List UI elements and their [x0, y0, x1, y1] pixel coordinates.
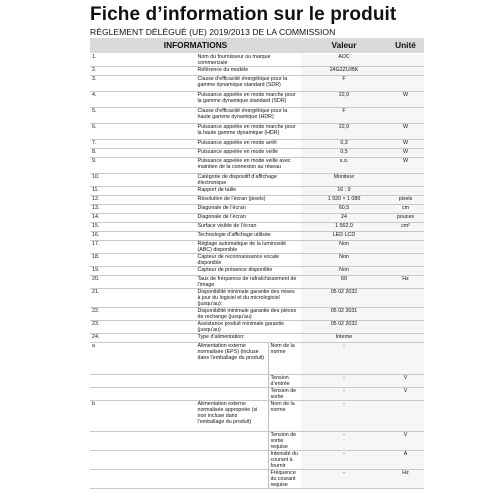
- table-row: [90, 276, 424, 289]
- table-row: [90, 67, 424, 76]
- table-row: [90, 289, 424, 308]
- power-supply-line-value: -: [301, 375, 387, 388]
- row-label: Puissance appelée en mode arrêt: [196, 140, 302, 149]
- row-unit: [387, 67, 424, 76]
- power-supply-cell: [196, 432, 302, 451]
- row-label: Diagonale de l’écran: [196, 214, 302, 223]
- table-header-row: [90, 38, 424, 54]
- row-label: Classe d’efficacité énergétique pour la haute gamme dynamique (HDR): [196, 108, 302, 124]
- table-row: [90, 108, 424, 124]
- power-supply-line-label: Fréquence du courant requise: [270, 470, 296, 488]
- regulation-subtitle: RÈGLEMENT DÉLÉGUÉ (UE) 2019/2013 DE LA COMMISSION: [90, 27, 336, 37]
- row-label: Puissance appelée en mode veille: [196, 149, 302, 158]
- power-supply-row: [90, 388, 424, 401]
- table-body: [90, 54, 424, 489]
- table-row: [90, 205, 424, 214]
- power-supply-line-value: -: [301, 388, 387, 401]
- row-number: 17.: [90, 241, 196, 254]
- power-supply-letter-empty: [90, 470, 196, 489]
- power-supply-line-label: Tension d’entrée: [270, 375, 290, 387]
- row-unit: pixels: [387, 196, 424, 205]
- power-supply-line-label: Nom de la norme: [270, 343, 295, 355]
- power-supply-line-label: Intensité du courant à fournir: [270, 451, 298, 469]
- row-label: Catégorie de dispositif d’affichage électronique: [196, 174, 302, 187]
- power-supply-line-unit: [387, 343, 424, 375]
- row-unit: [387, 308, 424, 321]
- power-supply-row: [90, 470, 424, 489]
- row-unit: [387, 174, 424, 187]
- power-supply-row: [90, 343, 424, 375]
- power-supply-description: [198, 375, 269, 387]
- table-row: [90, 140, 424, 149]
- row-unit: [387, 232, 424, 241]
- row-value: 60,5: [301, 205, 387, 214]
- row-number: 11.: [90, 187, 196, 196]
- table-row: [90, 214, 424, 223]
- power-supply-description: [198, 388, 269, 400]
- table-row: [90, 54, 424, 67]
- row-label: Assistance produit minimale garantie (jusqu’au): [196, 321, 302, 334]
- row-value: F: [301, 108, 387, 124]
- power-supply-cell: [196, 451, 302, 470]
- row-label: Puissance appelée en mode marche pour la gamme dynamique standard (SDR): [196, 92, 302, 108]
- row-value: 24: [301, 214, 387, 223]
- row-label: Résolution de l’écran (pixels): [196, 196, 302, 205]
- row-number: 1.: [90, 54, 196, 67]
- row-unit: [387, 108, 424, 124]
- row-value: LED LCD: [301, 232, 387, 241]
- row-unit: W: [387, 124, 424, 140]
- row-value: 60: [301, 276, 387, 289]
- table-row: [90, 241, 424, 254]
- table-row: [90, 254, 424, 267]
- row-value: 0,5: [301, 149, 387, 158]
- power-supply-cell: [196, 470, 302, 489]
- power-supply-line-value: -: [301, 401, 387, 432]
- row-value: Non: [301, 267, 387, 276]
- row-label: Disponibilité minimale garantie des mises à jour du logiciel et du micrologiciel (jusqu’au):: [196, 289, 302, 308]
- power-supply-letter-empty: [90, 432, 196, 451]
- table-row: [90, 308, 424, 321]
- table-row: [90, 232, 424, 241]
- power-supply-row: [90, 401, 424, 432]
- power-supply-row: [90, 375, 424, 388]
- power-supply-line-unit: V: [387, 375, 424, 388]
- row-number: 24.: [90, 334, 196, 343]
- row-unit: W: [387, 140, 424, 149]
- power-supply-row: [90, 432, 424, 451]
- power-supply-description: [198, 432, 269, 450]
- row-value: Interne: [301, 334, 387, 343]
- power-supply-line-unit: [387, 401, 424, 432]
- power-supply-description: Alimentation externe normalisée (EPS) (incluse dans l’emballage du produit): [198, 343, 269, 374]
- row-number: 14.: [90, 214, 196, 223]
- row-unit: [387, 289, 424, 308]
- row-label: Classe d’efficacité énergétique pour la gamme dynamique standard (SDR): [196, 76, 302, 92]
- row-label: Capteur de présence disponible: [196, 267, 302, 276]
- table-row: [90, 223, 424, 232]
- table-row: [90, 196, 424, 205]
- row-value: 16 : 9: [301, 187, 387, 196]
- power-supply-line-label: Tension de sortie: [270, 388, 297, 400]
- row-number: 2.: [90, 67, 196, 76]
- row-label: Taux de fréquence de rafraîchissement de l’image: [196, 276, 302, 289]
- table-row: [90, 187, 424, 196]
- power-supply-line-label: Tension de sortie requise: [270, 432, 297, 450]
- row-label: Puissance appelée en mode veille avec maintien de la connexion au réseau: [196, 158, 302, 174]
- row-value: 24G2ZU/BK: [301, 67, 387, 76]
- row-label: Nom du fournisseur ou marque commerciale: [196, 54, 302, 67]
- row-number: 13.: [90, 205, 196, 214]
- row-number: 23.: [90, 321, 196, 334]
- table-row: [90, 158, 424, 174]
- row-value: Non: [301, 241, 387, 254]
- row-unit: [387, 334, 424, 343]
- power-supply-description: Alimentation externe normalisée appropriée (si non incluse dans l’emballage du produit): [198, 401, 269, 431]
- page-title: Fiche d’information sur le produit: [90, 4, 397, 25]
- row-unit: [387, 267, 424, 276]
- row-number: 6.: [90, 124, 196, 140]
- row-value: 22,0: [301, 92, 387, 108]
- row-value: 22,0: [301, 124, 387, 140]
- row-number: 10.: [90, 174, 196, 187]
- power-supply-line-value: -: [301, 343, 387, 375]
- power-supply-letter: a: [90, 343, 196, 375]
- row-label: Disponibilité minimale garantie des pièces de rechange (jusqu’au): [196, 308, 302, 321]
- row-unit: W: [387, 149, 424, 158]
- power-supply-letter-empty: [90, 388, 196, 401]
- power-supply-description: [198, 451, 269, 469]
- table-row: [90, 149, 424, 158]
- row-number: 5.: [90, 108, 196, 124]
- table-row: [90, 334, 424, 343]
- row-unit: [387, 254, 424, 267]
- power-supply-cell: [196, 401, 302, 432]
- row-value: 05 02 2032: [301, 289, 387, 308]
- power-supply-line-value: -: [301, 470, 387, 489]
- row-value: 1 920 × 1 080: [301, 196, 387, 205]
- row-number: 8.: [90, 149, 196, 158]
- row-label: Surface visible de l’écran: [196, 223, 302, 232]
- row-unit: W: [387, 92, 424, 108]
- power-supply-line-unit: A: [387, 451, 424, 470]
- table-row: [90, 76, 424, 92]
- row-unit: cm: [387, 205, 424, 214]
- power-supply-line-unit: Hz: [387, 470, 424, 489]
- row-value: Non: [301, 254, 387, 267]
- row-number: 20.: [90, 276, 196, 289]
- power-supply-line-unit: V: [387, 432, 424, 451]
- row-value: 05 02 2031: [301, 308, 387, 321]
- row-label: Référence du modèle: [196, 67, 302, 76]
- row-value: 0,3: [301, 140, 387, 149]
- row-unit: cm²: [387, 223, 424, 232]
- table-row: [90, 174, 424, 187]
- row-number: 22.: [90, 308, 196, 321]
- power-supply-letter: b: [90, 401, 196, 432]
- table-row: [90, 321, 424, 334]
- row-number: 21.: [90, 289, 196, 308]
- row-unit: [387, 76, 424, 92]
- power-supply-row: [90, 451, 424, 470]
- power-supply-line-unit: V: [387, 388, 424, 401]
- row-number: 7.: [90, 140, 196, 149]
- row-unit: Hz: [387, 276, 424, 289]
- power-supply-line-value: -: [301, 451, 387, 470]
- row-unit: pouces: [387, 214, 424, 223]
- row-number: 4.: [90, 92, 196, 108]
- header-valeur: Valeur: [301, 38, 387, 54]
- header-unite: Unité: [387, 38, 424, 54]
- row-value: Moniteur: [301, 174, 387, 187]
- row-unit: [387, 321, 424, 334]
- power-supply-cell: [196, 343, 302, 375]
- row-label: Rapport de taille: [196, 187, 302, 196]
- power-supply-letter-empty: [90, 375, 196, 388]
- power-supply-letter-empty: [90, 451, 196, 470]
- row-number: 16.: [90, 232, 196, 241]
- row-value: s.o.: [301, 158, 387, 174]
- row-number: 12.: [90, 196, 196, 205]
- row-label: Réglage automatique de la luminosité (ABC) disponible: [196, 241, 302, 254]
- row-value: AOC: [301, 54, 387, 67]
- power-supply-line-label: Nom de la norme: [270, 401, 295, 413]
- row-value: 05 02 2032: [301, 321, 387, 334]
- row-value: F: [301, 76, 387, 92]
- header-informations: INFORMATIONS: [90, 38, 301, 54]
- power-supply-cell: [196, 388, 302, 401]
- row-number: 15.: [90, 223, 196, 232]
- row-label: Technologie d’affichage utilisée: [196, 232, 302, 241]
- power-supply-cell: [196, 375, 302, 388]
- row-unit: W: [387, 158, 424, 174]
- row-label: Puissance appelée en mode marche pour la haute gamme dynamique (HDR): [196, 124, 302, 140]
- row-unit: [387, 54, 424, 67]
- information-table: [90, 38, 424, 489]
- table-row: [90, 267, 424, 276]
- row-label: Type d’alimentation:: [196, 334, 302, 343]
- row-label: Capteur de reconnaissance vocale disponible: [196, 254, 302, 267]
- row-number: 19.: [90, 267, 196, 276]
- table-row: [90, 124, 424, 140]
- row-unit: [387, 187, 424, 196]
- table-row: [90, 92, 424, 108]
- row-label: Diagonale de l’écran: [196, 205, 302, 214]
- row-unit: [387, 241, 424, 254]
- power-supply-description: [198, 470, 269, 488]
- row-number: 18.: [90, 254, 196, 267]
- row-number: 9.: [90, 158, 196, 174]
- row-number: 3.: [90, 76, 196, 92]
- power-supply-line-value: -: [301, 432, 387, 451]
- row-value: 1 562,0: [301, 223, 387, 232]
